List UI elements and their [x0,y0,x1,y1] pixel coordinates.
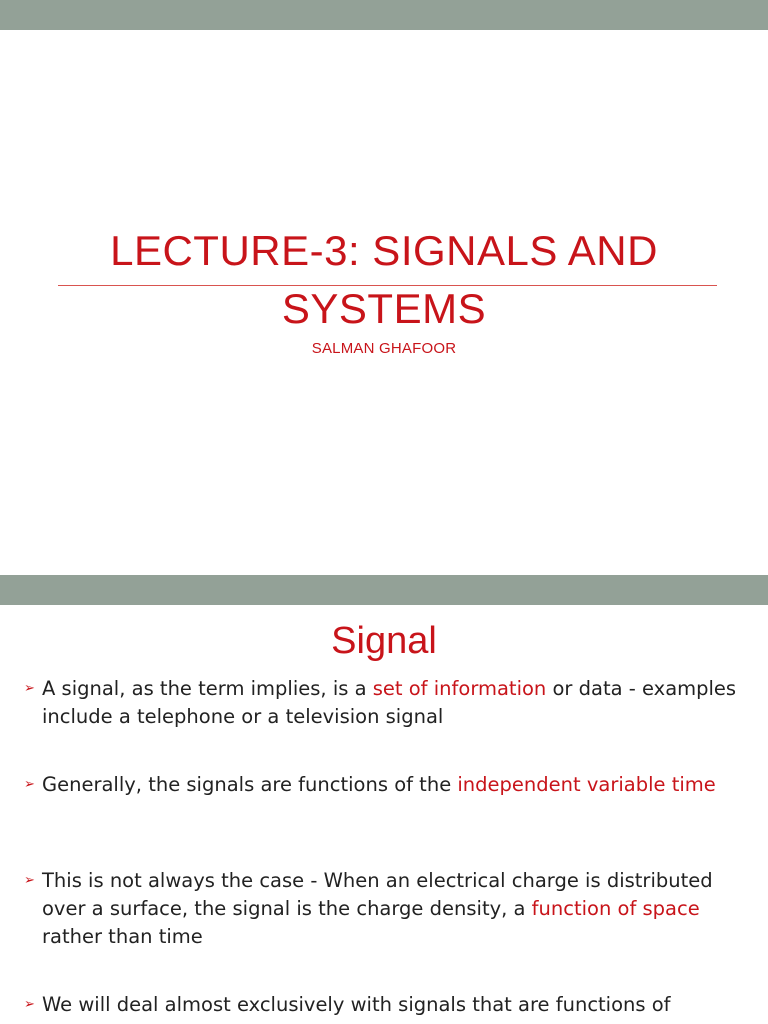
bullet-text: rather than time [42,925,203,948]
bullet-item [24,991,671,1019]
author-name: SALMAN GHAFOOR [311,340,457,357]
bullet-text: or data - examples include a telephone or a television signal [42,677,737,728]
arrow-bullet-icon: ➢ [24,681,35,696]
bullet-item [24,867,754,951]
bullet-text: We will deal almost exclusively with signals that are functions of [42,993,671,1016]
arrow-bullet-icon: ➢ [24,777,35,792]
slide-separator-band [0,575,768,605]
bullet-item [24,675,754,731]
bullet-item [24,771,716,799]
arrow-bullet-icon: ➢ [24,997,35,1012]
bullet-text: This is not always the case - When an electrical charge is distributed over a surface, the signal is the charge density, a [42,869,713,920]
title-divider [58,285,717,286]
bullet-text: A signal, as the term implies, is a [42,677,373,700]
bullet-highlight: set of information [372,677,547,700]
bullet-highlight: function of space [531,897,700,920]
bullet-highlight: independent variable time [457,773,716,796]
section-title: Signal [331,620,437,662]
slide-top-band [0,0,768,30]
bullet-text: Generally, the signals are functions of the [42,773,458,796]
arrow-bullet-icon: ➢ [24,873,35,888]
slide-title-line-1: LECTURE-3: SIGNALS AND [110,227,658,274]
slide-title [0,222,768,338]
slide-title-line-2: SYSTEMS [281,285,487,332]
